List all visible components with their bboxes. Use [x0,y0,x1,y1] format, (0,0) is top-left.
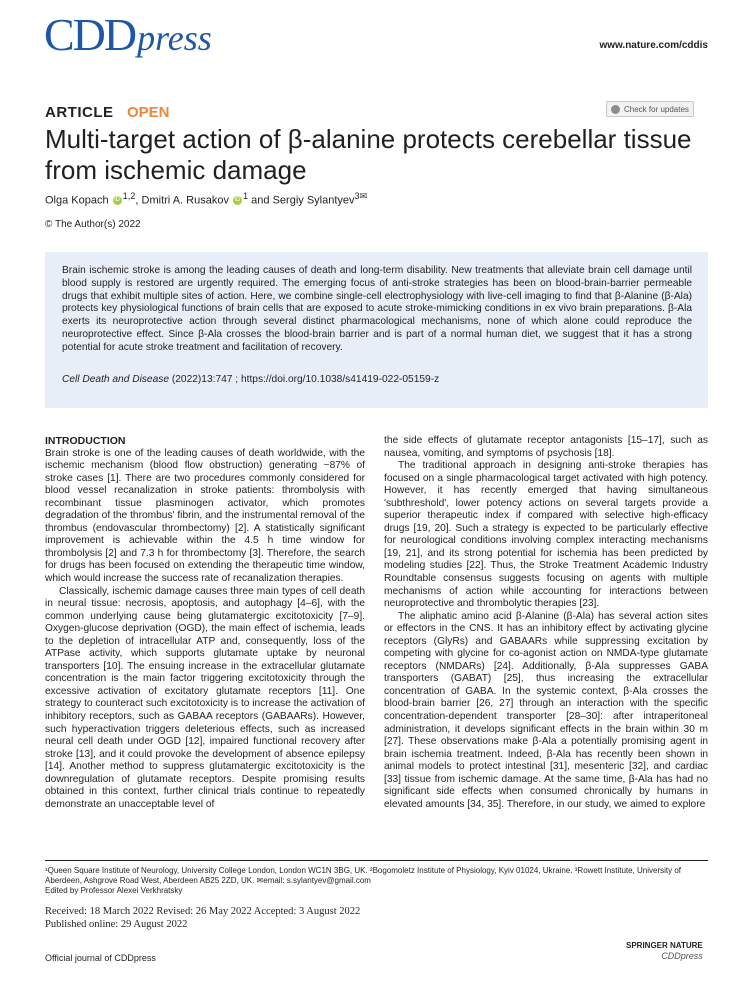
footnotes [45,866,708,896]
citation [62,374,439,385]
copyright: © The Author(s) 2022 [45,219,141,230]
article-type: ARTICLE [45,104,114,121]
body-column-right [384,435,708,811]
footer-official: Official journal of CDDpress [45,953,156,963]
check-updates-button[interactable] [606,101,694,117]
section-heading: INTRODUCTION [45,435,126,447]
journal-url[interactable]: www.nature.com/cddis [599,40,708,51]
paragraph: The aliphatic amino acid β-Alanine (β-Ala) has several action sites or effectors in the CNS. It has an inhibitory effect by activating glycine receptors (GlyRs) and GABAARs while suppressing excitation by competing with glycine for co-agonist action on NMDA-type glutamate receptors (NMDARs) [24]. Additionally, β-Ala suppresses GABA transporters (GABAT) [25], thus increasing the extracellular concentration of GABA. In the systemic context, β-Ala crosses the blood-brain barrier [26, 27] through an interaction with the specific concentration-dependent transporter [28–30]: after intraperitoneal administration, it develops significant effects in the brain within 30 m [27]. These observations make β-Ala a potentially promising agent in brain ischemia treatment. Indeed, β-Ala has recently been shown in animal models to protect intestinal [31], mesenteric [32], and cardiac [33] tissue from ischemic damage. At the same time, β-Ala has had no significant side effects when consumed chronically by humans in elevated amounts [34, 35]. Therefore, in our study, we aimed to explore [384,610,708,810]
orcid-icon[interactable]: iD [234,197,241,204]
springer-nature-sub: CDDpress [661,951,703,961]
logo-cdd: CDD [44,9,136,60]
paragraph: the side effects of glutamate receptor antagonists [15–17], such as nausea, vomiting, and symptoms of psychosis [18]. [384,435,708,459]
journal-logo [44,9,212,60]
published-date: Published online: 29 August 2022 [45,919,188,930]
citation-doi[interactable]: (2022)13:747 ; https://doi.org/10.1038/s41419-022-05159-z [169,374,440,385]
received-dates: Received: 18 March 2022 Revised: 26 May 2022 Accepted: 3 August 2022 [45,906,361,917]
paragraph: Classically, ischemic damage causes three main types of cell death in neural tissue: necrosis, apoptosis, and autophagy [4–6], with the common underlying cause being glutamatergic excitotoxicity [7–9]. Oxygen-glucose deprivation (OGD), the main effect of ischemia, leads to the depletion of intracellular ATP and, consequently, loss of the ATPase activity, which supports glutamate uptake by neuronal transporters [10]. The ensuing increase in the extracellular glutamate concentration is the main factor triggering excitotoxicity through the excessive activation of excitatory glutamate receptors [11]. One strategy to counteract such excitotoxicity is to increase the activation of inhibitory receptors, such as GABAA receptors (GABAARs). However, such hyperactivation triggers deleterious effects, such as increased neural cell death under OGD [12], impaired functional recovery after stroke [13], and it could provoke the development of absence epilepsy [14]. Another method to suppress glutamatergic excitotoxicity is the downregulation of glutamate receptors. Despite promising results obtained in this context, further clinical trials continue to repeatedly demonstrate an unacceptable level of [45,585,365,810]
check-updates-label: Check for updates [624,104,689,114]
paragraph: Brain stroke is one of the leading causes of death worldwide, with the ischemic mechanism (blood flow obstruction) generating ~87% of stroke cases [1]. There are two procedures commonly considered for blood vessel recanalization in stroke patients: thrombolysis with recombinant tissue plasminogen activator, which promotes degradation of the thrombus' fibrin, and the instrumental removal of the thrombus (endovascular thrombectomy) [2]. A statistically significant improvement is achievable within the 4.5 h time window for thrombolysis [2] and 7.3 h for thrombectomy [3]. Therefore, the search for drugs has been focused on extending the therapeutic time window, which would increase the success rate of recanalization therapies. [45,447,365,585]
footnote-divider [45,860,708,861]
author-3-affiliation: 3✉ [354,191,368,201]
author-3[interactable]: and Sergiy Sylantyev [251,194,355,207]
affiliations: ¹Queen Square Institute of Neurology, University College London, London WC1N 3BG, UK. ²Bogomoletz Institute of Physiology, Kyiv 01024, Ukraine. ³Rowett Institute, University of Aberdeen, Ashgrove Road West, Aberdeen AB25 2ZD, UK. ✉email: s.sylantyev@gmail.com [45,866,682,885]
citation-journal: Cell Death and Disease [62,374,170,385]
article-title: Multi-target action of β-alanine protects cerebellar tissue from ischemic damage [45,124,692,185]
author-2-affiliation: 1 [243,191,249,201]
open-access-label: OPEN [127,104,170,121]
springer-nature-text: SPRINGER NATURE [626,941,703,950]
author-2[interactable]: Dmitri A. Rusakov [141,194,229,207]
abstract-text: Brain ischemic stroke is among the leading causes of death and long-term disability. New treatments that alleviate brain cell damage until blood supply is restored are urgently required. The emerging focus of anti-stroke strategies has been on blood-brain-barrier permeable drugs that exhibit multiple sites of action. Here, we combine single-cell electrophysiology with live-cell imaging to find that β-Alanine (β-Ala) protects key physiological functions of brain cells that are exposed to acute stroke-mimicking conditions in ex vivo brain preparations. β-Ala exerts its neuroprotective action through several distinct pharmacological mechanisms, none of which alone could reproduce the neuroprotective effect. Since β-Ala crosses the blood-brain barrier and is part of a normal human diet, we suggest that it has a strong potential for acute stroke treatment and facilitation of recovery. [62,265,692,353]
author-list: Olga Kopach iD $^{1,2}$, Dmitri A. Rusakov iD $^1$ and Sergiy Sylantyev$^{3✉}$ [45,191,368,207]
author-1[interactable]: Olga Kopach [45,194,109,207]
springer-nature-logo [626,941,703,961]
check-updates-icon [611,105,620,114]
orcid-icon[interactable]: iD [114,197,120,204]
logo-press: press [137,18,212,58]
paragraph: The traditional approach in designing anti-stroke therapies has focused on a single pharmacological target activated with high potency. However, it has recently emerged that having simultaneous 'subthreshold', lower potency actions on several targets provide a superior therapeutic index if compared with selective high-efficacy drugs [19, 20]. Such a strategy is expected to be particularly effective for neurological conditions involving complex interacting mechanisms [19, 21], and its strong potential for ischemia has been predicted by modeling studies [22]. Thus, the Stroke Treatment Academic Industry Roundtable consensus suggests focusing on agents with multiple mechanisms of action while accounting for interactions between neuroprotective and thrombolytic therapies [23]. [384,460,708,610]
editor-note: Edited by Professor Alexei Verkhratsky [45,886,183,895]
author-1-affiliation: 1,2 [122,191,136,201]
body-column-left [45,435,365,811]
